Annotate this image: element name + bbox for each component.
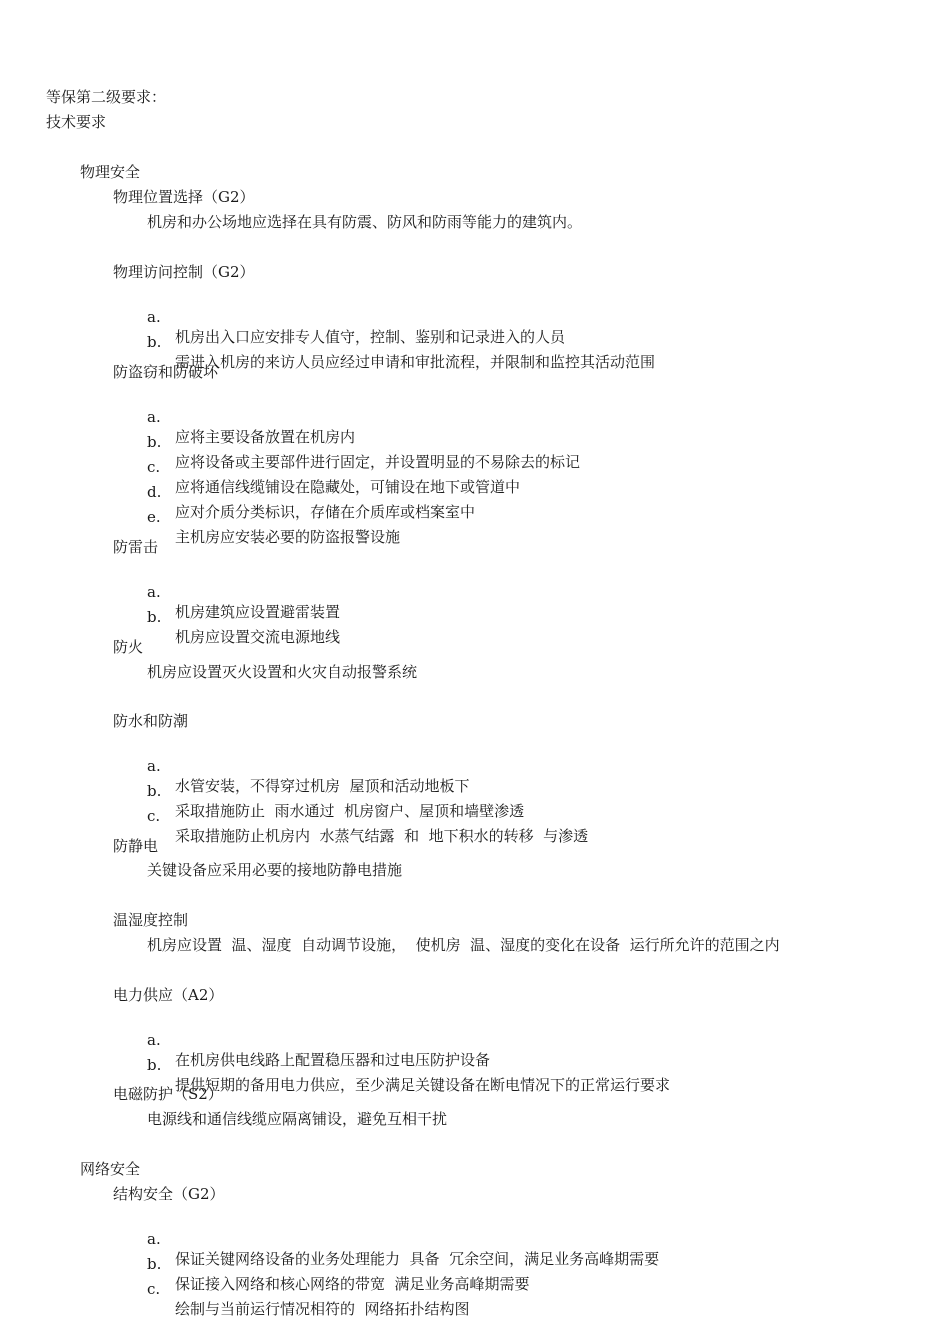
list-text: 应将设备或主要部件进行固定，并设置明显的不易除去的标记: [175, 453, 581, 471]
document-title: 等保第二级要求：: [46, 88, 167, 106]
list-label: b.: [147, 782, 162, 800]
subsection-heading: 电磁防护（S2）: [113, 1085, 223, 1103]
list-text: 应将主要设备放置在机房内: [175, 428, 356, 446]
list-label: a.: [147, 583, 161, 601]
list-text: 水管安装，不得穿过机房 屋顶和活动地板下: [175, 777, 470, 795]
list-text: 机房出入口应安排专人值守，控制、鉴别和记录进入的人员: [175, 328, 566, 346]
list-label: d.: [147, 483, 162, 501]
list-label: c.: [147, 1280, 161, 1298]
list-item: [0, 1209, 950, 1268]
subsection-heading: 防盗窃和防破坏: [113, 363, 219, 381]
section-heading: 技术要求: [46, 113, 107, 131]
list-item: [0, 287, 950, 346]
list-text: 在机房供电线路上配置稳压器和过电压防护设备: [175, 1051, 491, 1069]
subsection-heading: 结构安全（G2）: [113, 1185, 225, 1203]
list-text: 应将通信线缆铺设在隐藏处，可铺设在地下或管道中: [175, 478, 521, 496]
list-label: b.: [147, 1255, 162, 1273]
paragraph: 关键设备应采用必要的接地防静电措施: [147, 861, 403, 879]
subsection-heading: 防静电: [113, 837, 159, 855]
paragraph: 机房和办公场地应选择在具有防震、防风和防雨等能力的建筑内。: [147, 213, 583, 231]
list-label: c.: [147, 807, 161, 825]
list-text: 保证关键网络设备的业务处理能力 具备 冗余空间，满足业务高峰期需要: [175, 1250, 660, 1268]
list-label: a.: [147, 1230, 161, 1248]
list-label: b.: [147, 333, 162, 351]
list-item: [0, 736, 950, 795]
subsection-heading: 物理位置选择（G2）: [113, 188, 255, 206]
category-heading: 物理安全: [80, 163, 141, 181]
list-text: 机房应设置交流电源地线: [175, 628, 341, 646]
subsection-heading: 防水和防潮: [113, 712, 189, 730]
list-text: 采取措施防止机房内 水蒸气结露 和 地下积水的转移 与渗透: [175, 827, 589, 845]
list-item: [0, 387, 950, 446]
paragraph: 机房应设置 温、湿度 自动调节设施， 使机房 温、湿度的变化在设备 运行所允许的范围之内: [147, 936, 780, 954]
list-label: b.: [147, 1056, 162, 1074]
category-heading: 网络安全: [80, 1160, 141, 1178]
list-text: 主机房应安装必要的防盗报警设施: [175, 528, 401, 546]
paragraph: 电源线和通信线缆应隔离铺设，避免互相干扰: [147, 1110, 448, 1128]
list-text: 机房建筑应设置避雷装置: [175, 603, 341, 621]
subsection-heading: 温湿度控制: [113, 911, 189, 929]
list-item: [0, 1010, 950, 1069]
paragraph: 机房应设置灭火设置和火灾自动报警系统: [147, 663, 418, 681]
list-label: a.: [147, 1031, 161, 1049]
subsection-heading: 电力供应（A2）: [113, 986, 224, 1004]
subsection-heading: 物理访问控制（G2）: [113, 263, 255, 281]
list-text: 采取措施防止 雨水通过 机房窗户、屋顶和墙壁渗透: [175, 802, 525, 820]
list-text: 提供短期的备用电力供应，至少满足关键设备在断电情况下的正常运行要求: [175, 1076, 671, 1094]
list-text: 绘制与当前运行情况相符的 网络拓扑结构图: [175, 1300, 470, 1318]
list-label: a.: [147, 308, 161, 326]
list-text: 应对介质分类标识，存储在介质库或档案室中: [175, 503, 476, 521]
list-label: b.: [147, 433, 162, 451]
subsection-heading: 防火: [113, 638, 144, 656]
list-text: 保证接入网络和核心网络的带宽 满足业务高峰期需要: [175, 1275, 530, 1293]
list-label: a.: [147, 408, 161, 426]
list-label: e.: [147, 508, 161, 526]
list-item: [0, 562, 950, 621]
list-text: 需进入机房的来访人员应经过申请和审批流程，并限制和监控其活动范围: [175, 353, 656, 371]
list-label: b.: [147, 608, 162, 626]
subsection-heading: 防雷击: [113, 538, 159, 556]
list-label: c.: [147, 458, 161, 476]
list-label: a.: [147, 757, 161, 775]
